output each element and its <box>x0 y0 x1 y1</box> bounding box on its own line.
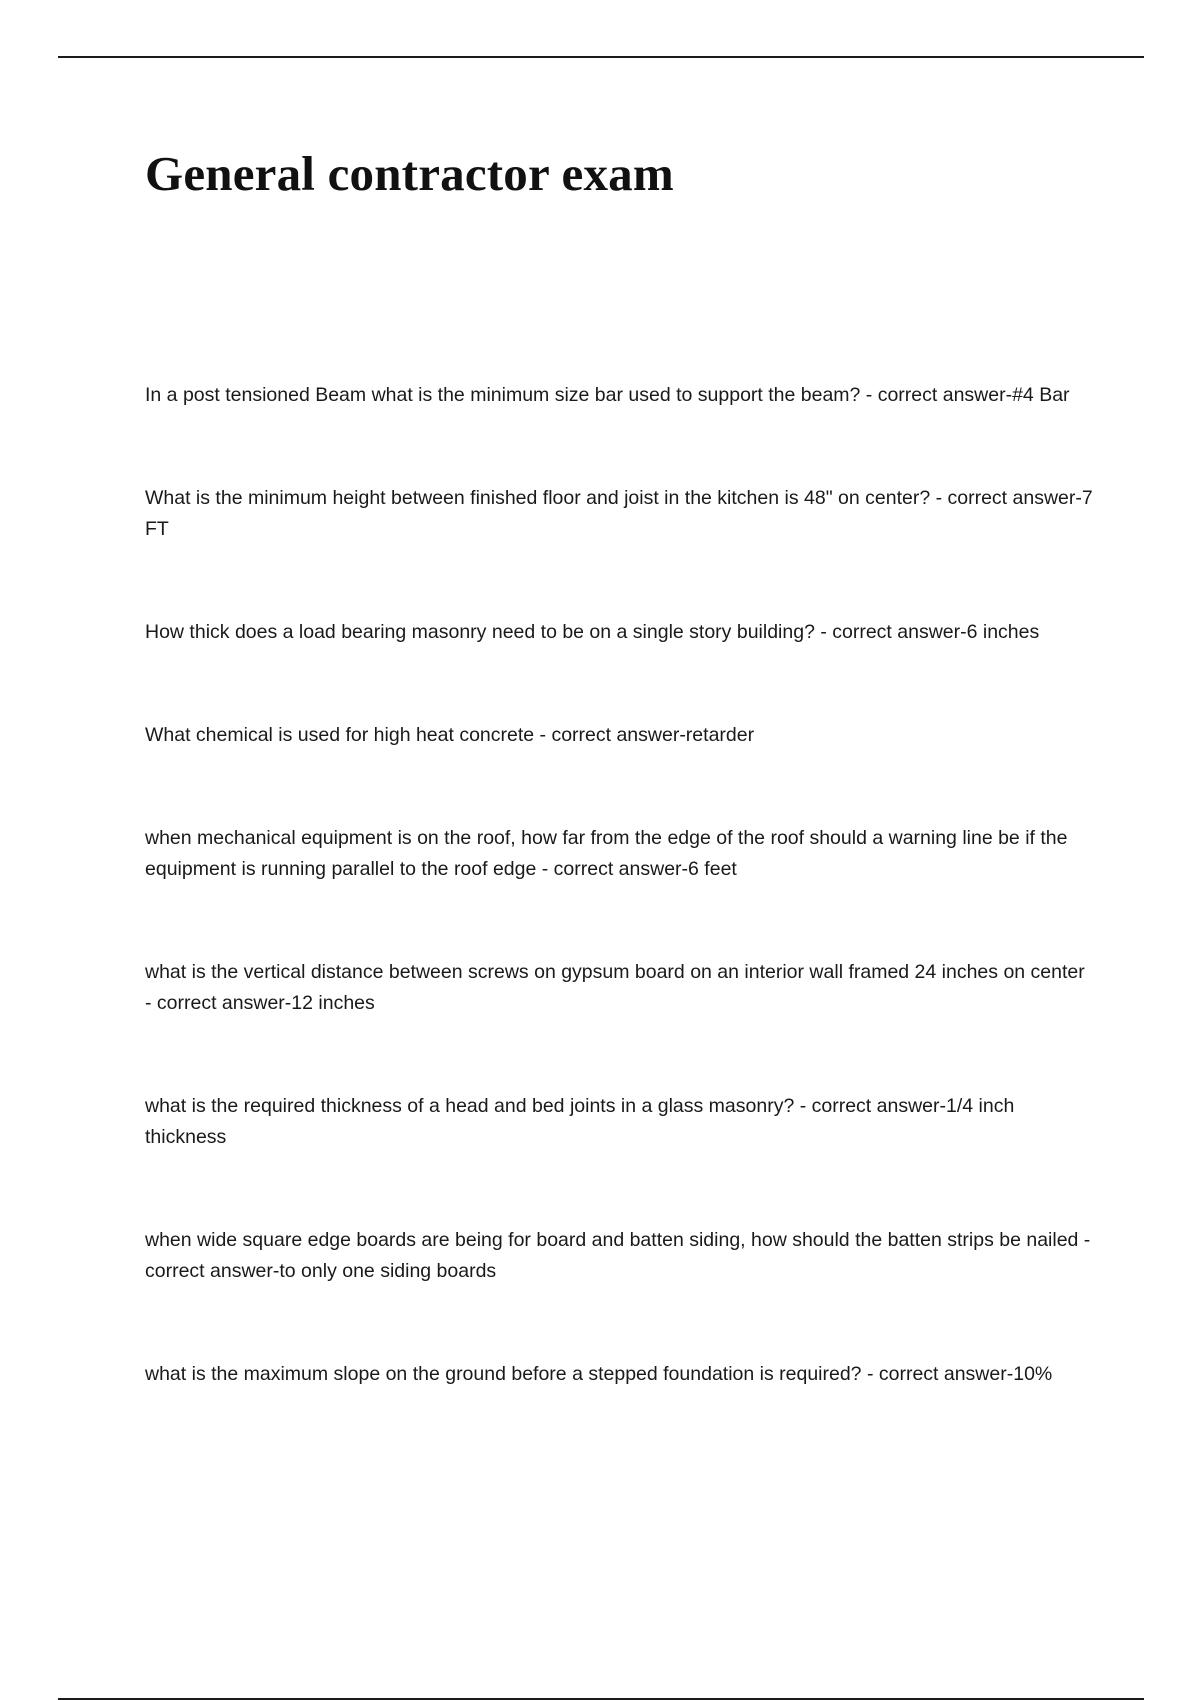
qa-item: How thick does a load bearing masonry need to be on a single story building? - correct answer-6 inches <box>145 621 1040 643</box>
document-title: General contractor exam <box>145 146 674 201</box>
top-divider <box>58 56 1144 58</box>
qa-item: what is the required thickness of a head and bed joints in a glass masonry? - correct answer-1/4 inch thickness <box>145 1095 1015 1148</box>
qa-item: what is the maximum slope on the ground before a stepped foundation is required? - correct answer-10% <box>145 1363 1053 1385</box>
qa-item: In a post tensioned Beam what is the minimum size bar used to support the beam? - correct answer-#4 Bar <box>145 384 1070 406</box>
qa-item: What is the minimum height between finished floor and joist in the kitchen is 48" on center? - correct answer-7 FT <box>145 487 1093 540</box>
qa-list <box>145 380 1095 1462</box>
qa-item: when wide square edge boards are being for board and batten siding, how should the batten strips be nailed - correct answer-to only one siding boards <box>145 1229 1091 1282</box>
qa-item: What chemical is used for high heat concrete - correct answer-retarder <box>145 724 755 746</box>
qa-item: when mechanical equipment is on the roof, how far from the edge of the roof should a warning line be if the equipment is running parallel to the roof edge - correct answer-6 feet <box>145 827 1068 880</box>
qa-item: what is the vertical distance between screws on gypsum board on an interior wall framed 24 inches on center - correct answer-12 inches <box>145 961 1085 1014</box>
